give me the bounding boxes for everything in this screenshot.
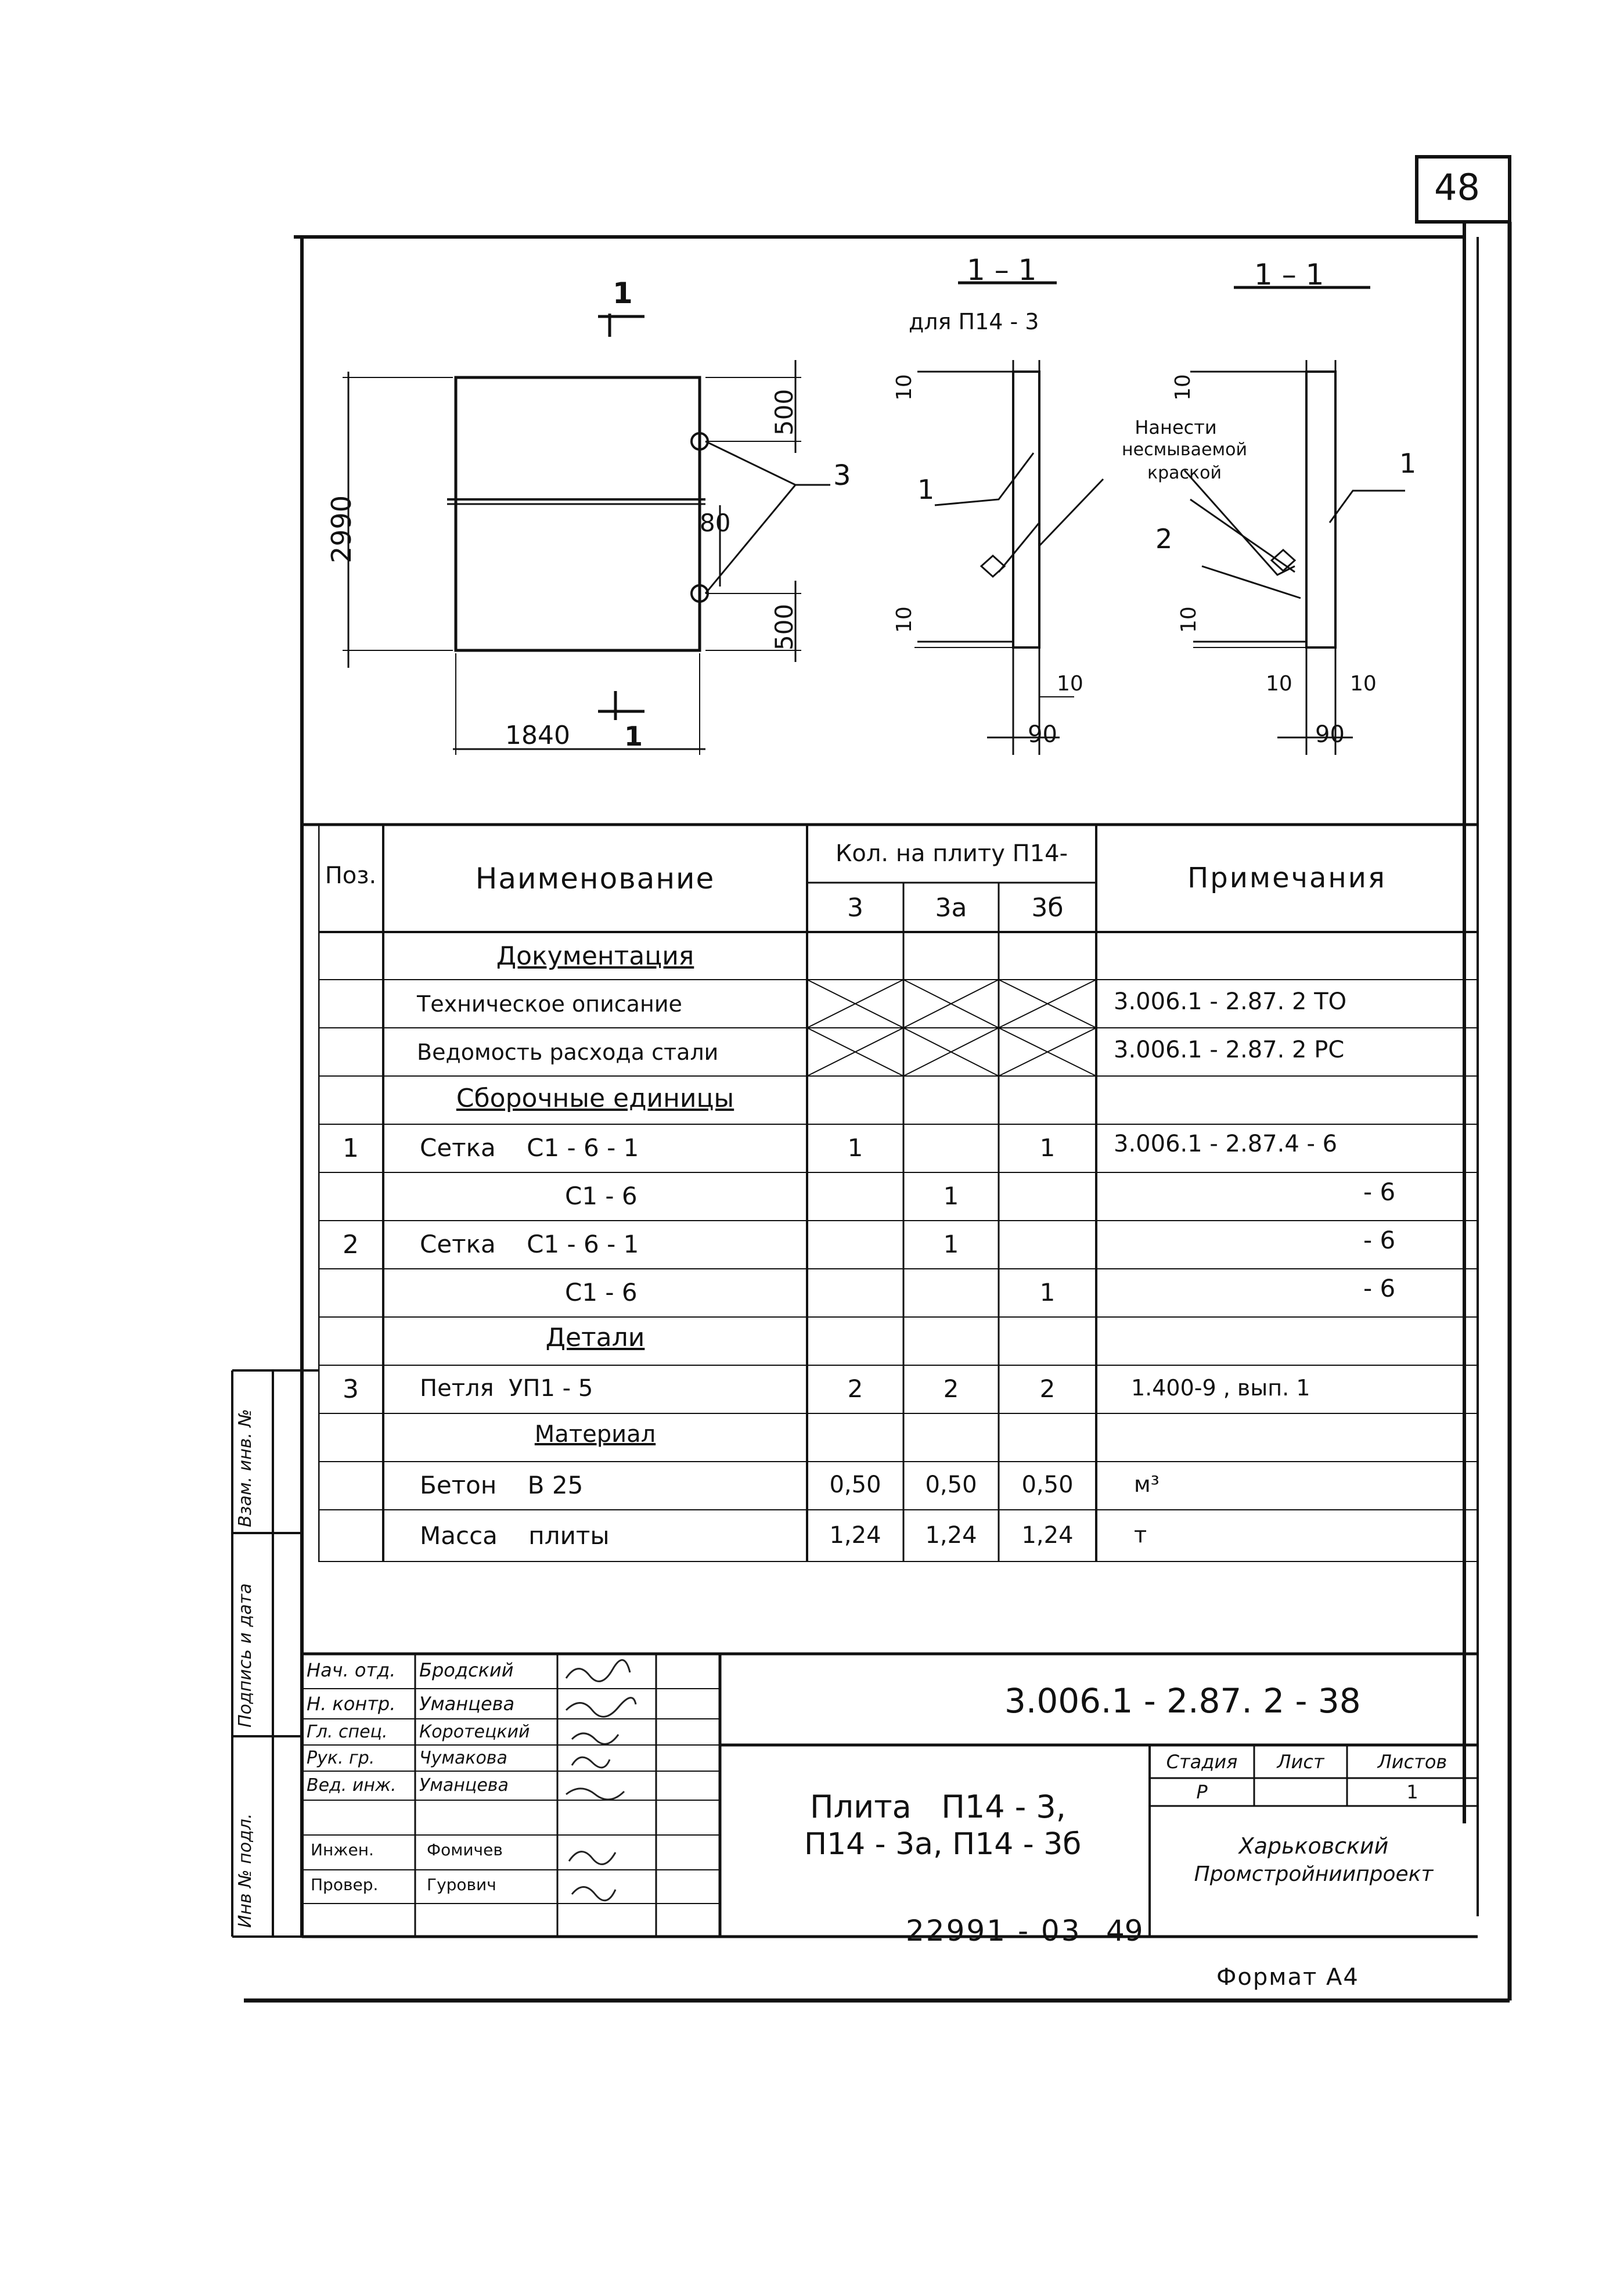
- tb-name-4: Чумакова: [419, 1748, 507, 1768]
- section-material: Материал: [534, 1421, 656, 1448]
- row-12-name: Масса плиты: [420, 1521, 610, 1550]
- dimension-mid: 80: [700, 509, 731, 537]
- header-note: Примечания: [1187, 862, 1387, 894]
- row-12-q3a: 1,24: [925, 1522, 977, 1549]
- row-steel-list-name: Ведомость расхода стали: [417, 1039, 719, 1065]
- row-9-q3: 2: [847, 1375, 863, 1403]
- tb-name-3: Коротецкий: [419, 1722, 530, 1742]
- callout-1-section-b: 1: [1399, 448, 1417, 479]
- signature-scribbles: [566, 1660, 636, 1901]
- row-5-note: - 6: [1363, 1178, 1396, 1206]
- tb-role-7: Инжен.: [311, 1840, 374, 1859]
- row-4-q3b: 1: [1039, 1134, 1056, 1162]
- tb-name-5: Уманцева: [419, 1775, 509, 1796]
- header-q3a: 3а: [935, 893, 967, 923]
- section-details: Детали: [545, 1323, 645, 1352]
- callout-1-section-a: 1: [917, 474, 935, 505]
- document-title-line1: Плита П14 - 3,: [810, 1789, 1066, 1825]
- row-7-name: С1 - 6: [565, 1278, 638, 1307]
- section-a-title: 1 – 1: [967, 253, 1037, 287]
- sheet-label: Лист: [1277, 1751, 1324, 1773]
- row-steel-list-note: 3.006.1 - 2.87. 2 РС: [1114, 1037, 1345, 1063]
- tb-name-1: Бродский: [419, 1659, 514, 1681]
- tb-role-1: Нач. отд.: [307, 1659, 396, 1681]
- dim-90-b: 90: [1315, 721, 1345, 748]
- page-number: 48: [1434, 166, 1480, 208]
- row-6-pos: 2: [343, 1230, 359, 1260]
- dim-10-b-left: 10: [1266, 672, 1292, 696]
- row-12-q3: 1,24: [829, 1522, 881, 1549]
- row-4-note: 3.006.1 - 2.87.4 - 6: [1114, 1131, 1338, 1157]
- dimension-width: 1840: [505, 721, 570, 750]
- row-5-name: С1 - 6: [565, 1182, 638, 1210]
- dim-10-b-right: 10: [1350, 672, 1377, 696]
- stage-value: Р: [1196, 1781, 1208, 1803]
- header-q3: 3: [847, 893, 863, 923]
- row-tech-description-note: 3.006.1 - 2.87. 2 ТО: [1114, 988, 1347, 1015]
- header-name: Наименование: [475, 862, 715, 895]
- section-mark-bottom: 1: [624, 721, 643, 752]
- tb-name-7: Фомичев: [427, 1840, 503, 1859]
- row-tech-description-name: Техническое описание: [417, 991, 682, 1017]
- tb-role-5: Вед. инж.: [307, 1775, 397, 1796]
- sheets-label: Листов: [1377, 1751, 1447, 1773]
- document-title-line2: П14 - 3а, П14 - 3б: [804, 1827, 1082, 1862]
- row-9-pos: 3: [343, 1375, 359, 1404]
- dimension-height: 2990: [326, 495, 357, 563]
- organization-line2: Промстройниипроект: [1194, 1862, 1434, 1886]
- archive-page: 49: [1106, 1914, 1143, 1948]
- row-11-note: м³: [1134, 1471, 1160, 1497]
- tb-name-2: Уманцева: [419, 1693, 515, 1715]
- side-stamp-inv-orig: Инв № подл.: [235, 1813, 255, 1928]
- row-5-q3a: 1: [943, 1182, 959, 1210]
- archive-number: 22991 - 03: [906, 1914, 1082, 1948]
- row-9-q3a: 2: [943, 1375, 959, 1403]
- dim-10-b-bottom: 10: [1177, 606, 1201, 633]
- paint-note-line1: Нанести: [1135, 416, 1217, 438]
- format-label: Формат А4: [1216, 1964, 1359, 1991]
- dim-10-a-top: 10: [892, 374, 916, 401]
- section-a-subtitle: для П14 - 3: [909, 309, 1039, 334]
- row-9-note: 1.400-9 , вып. 1: [1131, 1375, 1310, 1401]
- side-stamp-replace-inv: Взам. инв. №: [235, 1409, 255, 1527]
- row-12-q3b: 1,24: [1021, 1522, 1074, 1549]
- paint-note-line2: несмываемой: [1122, 440, 1247, 460]
- tb-role-8: Провер.: [311, 1875, 379, 1894]
- header-pos: Поз.: [325, 862, 377, 889]
- sheets-value: 1: [1406, 1781, 1418, 1803]
- row-9-name: Петля УП1 - 5: [420, 1375, 593, 1402]
- row-12-note: т: [1134, 1522, 1147, 1548]
- row-11-q3a: 0,50: [925, 1471, 977, 1498]
- tb-name-8: Гурович: [427, 1875, 496, 1894]
- callout-3: 3: [833, 459, 851, 492]
- paint-note-line3: краской: [1147, 463, 1222, 483]
- dim-10-a-right: 10: [1057, 672, 1083, 696]
- dimension-top: 500: [770, 388, 798, 436]
- section-assembly-units: Сборочные единицы: [456, 1084, 734, 1113]
- tb-role-4: Рук. гр.: [307, 1748, 375, 1768]
- row-11-q3b: 0,50: [1021, 1471, 1074, 1498]
- row-6-name: Сетка С1 - 6 - 1: [420, 1230, 639, 1258]
- row-11-name: Бетон В 25: [420, 1471, 584, 1499]
- dimension-bottom: 500: [770, 603, 798, 650]
- section-documentation: Документация: [496, 941, 694, 971]
- organization-line1: Харьковский: [1238, 1833, 1389, 1859]
- row-7-note: - 6: [1363, 1274, 1396, 1302]
- dim-10-a-bottom: 10: [892, 606, 916, 633]
- tb-role-2: Н. контр.: [307, 1693, 396, 1715]
- callout-2-section-b: 2: [1155, 523, 1173, 555]
- dim-90-a: 90: [1028, 721, 1057, 748]
- dim-10-b-top: 10: [1171, 374, 1195, 401]
- document-designation: 3.006.1 - 2.87. 2 - 38: [1004, 1681, 1361, 1721]
- stage-label: Стадия: [1166, 1751, 1238, 1773]
- row-6-q3a: 1: [943, 1230, 959, 1258]
- row-6-note: - 6: [1363, 1226, 1396, 1254]
- row-4-q3: 1: [847, 1134, 863, 1162]
- section-b-title: 1 – 1: [1254, 258, 1324, 292]
- header-q3b: 3б: [1031, 893, 1064, 923]
- tb-role-3: Гл. спец.: [307, 1722, 388, 1742]
- header-qty-group: Кол. на плиту П14-: [835, 840, 1068, 867]
- row-4-pos: 1: [343, 1134, 359, 1163]
- row-9-q3b: 2: [1039, 1375, 1056, 1403]
- row-11-q3: 0,50: [829, 1471, 881, 1498]
- section-mark-top: 1: [613, 276, 633, 310]
- side-stamp-sign-date: Подпись и дата: [235, 1583, 255, 1728]
- row-7-q3b: 1: [1039, 1278, 1056, 1307]
- row-4-name: Сетка С1 - 6 - 1: [420, 1134, 639, 1162]
